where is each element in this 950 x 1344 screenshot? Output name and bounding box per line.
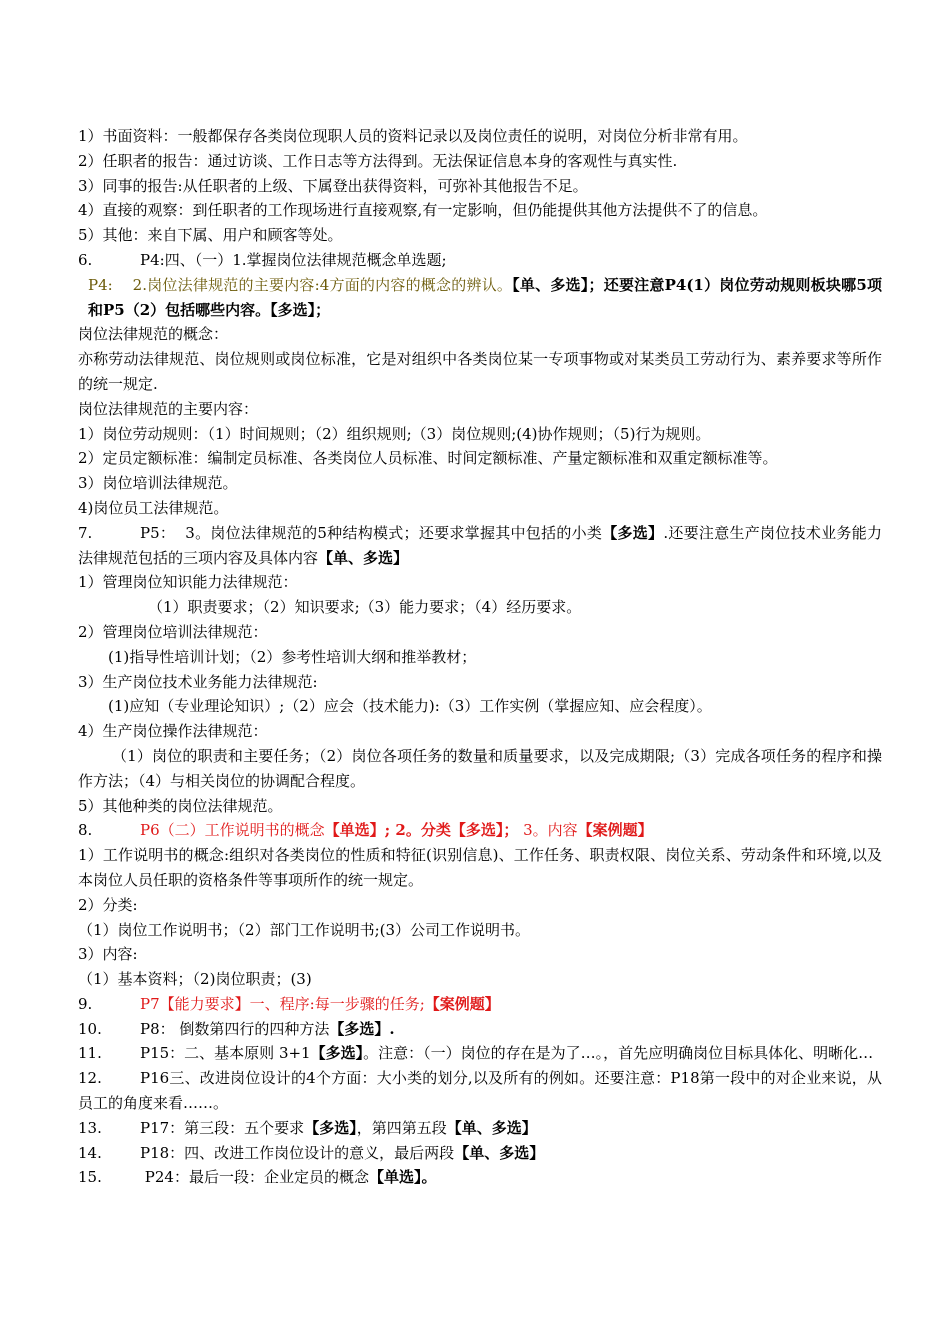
item-text: 3。岗位法律规范的5种结构模式；还要求掌握其中包括的小类 bbox=[185, 523, 603, 542]
paragraph: 5）其他：来自下属、用户和顾客等处。 bbox=[78, 226, 343, 245]
paragraph: 1）书面资料：一般都保存各类岗位现职人员的资料记录以及岗位责任的说明，对岗位分析非常有用。 bbox=[78, 127, 748, 145]
item-text: P18：四、改进工作岗位设计的意义，最后两段 bbox=[140, 1143, 455, 1162]
item-number: 10. bbox=[78, 1019, 102, 1038]
numbered-item bbox=[78, 818, 882, 843]
item-text: P4:四、（一）1.掌握岗位法律规范概念单选题; bbox=[140, 250, 447, 269]
item-number: 8. bbox=[78, 821, 93, 840]
tag-text: 【多选】 bbox=[310, 1044, 364, 1063]
page-ref: P4: bbox=[87, 275, 113, 294]
item-number: 15. bbox=[78, 1168, 102, 1187]
item-number: 12. bbox=[78, 1069, 102, 1088]
paragraph bbox=[78, 273, 882, 323]
item-text: ，第四第五段 bbox=[356, 1118, 447, 1137]
paragraph: （1）基本资料；（2)岗位职责；(3) bbox=[78, 970, 312, 989]
numbered-item bbox=[78, 248, 882, 273]
numbered-item bbox=[78, 1017, 882, 1042]
item-number: 6. bbox=[78, 250, 93, 269]
paragraph: （1）岗位工作说明书；（2）部门工作说明书;(3）公司工作说明书。 bbox=[78, 920, 531, 939]
paragraph: 2）管理岗位培训法律规范： bbox=[78, 622, 268, 641]
paragraph: （1）职责要求；（2）知识要求;（3）能力要求；（4）经历要求。 bbox=[148, 598, 582, 617]
item-number: 11. bbox=[78, 1044, 102, 1063]
paragraph: 4）直接的观察：到任职者的工作现场进行直接观察,有一定影响，但仍能提供其他方法提供不了的信息。 bbox=[78, 201, 768, 220]
tag-text: 【多选】. bbox=[329, 1019, 395, 1038]
numbered-item bbox=[78, 1116, 882, 1141]
item-number: 9. bbox=[78, 994, 93, 1013]
paragraph: 岗位法律规范的概念： bbox=[78, 325, 229, 344]
paragraph: 3）生产岗位技术业务能力法律规范: bbox=[78, 672, 318, 691]
tag-text: 【能力要求】 bbox=[159, 994, 250, 1013]
tag-text: 【单、多选】 bbox=[454, 1143, 545, 1162]
tag-text: 【多选】 bbox=[602, 523, 664, 542]
heading-text: 2.岗位法律规范的主要内容: bbox=[132, 275, 320, 294]
item-text: 3。内容 bbox=[518, 821, 578, 840]
paragraph: 1）岗位劳动规则：（1）时间规则；（2）组织规则;（3）岗位规则;(4)协作规则；（5)行为规则。 bbox=[78, 424, 711, 443]
tag-text: 【单、多选】 bbox=[446, 1118, 537, 1137]
numbered-item bbox=[78, 1066, 882, 1116]
numbered-item bbox=[78, 992, 882, 1017]
paragraph: 1）工作说明书的概念:组织对各类岗位的性质和特征(识别信息)、工作任务、职责权限、岗位关系、劳动条件和环境,以及本岗位人员任职的资格条件等事项所作的统一规定。 bbox=[78, 846, 882, 889]
paragraph: 2）任职者的报告：通过访谈、工作日志等方法得到。无法保证信息本身的客观性与真实性. bbox=[78, 151, 678, 170]
paragraph: (1)应知（专业理论知识）;（2）应会（技术能力):（3）工作实例（掌握应知、应会程度）。 bbox=[108, 697, 712, 716]
tag-text: 【单选】; 2。分类【多选】； bbox=[324, 821, 519, 840]
item-text: .还要注意生产岗位技术业务能力法律规范包括的三项内容及具体内容 bbox=[78, 523, 882, 567]
item-text: P8： 倒数第四行的四种方法 bbox=[140, 1019, 330, 1038]
paragraph: 亦称劳动法律规范、岗位规则或岗位标准，它是对组织中各类岗位某一专项事物或对某类员工劳动行为、素养要求等所作的统一规定. bbox=[78, 350, 882, 393]
numbered-item bbox=[78, 1165, 882, 1190]
paragraph: 1）管理岗位知识能力法律规范： bbox=[78, 573, 298, 592]
tag-text: 【案例题】 bbox=[424, 994, 500, 1013]
paragraph: 3）同事的报告:从任职者的上级、下属登出获得资料，可弥补其他报告不足。 bbox=[78, 176, 588, 195]
paragraph: 4)岗位员工法律规范。 bbox=[78, 498, 229, 517]
numbered-item bbox=[78, 1041, 882, 1066]
tag-text: 【案例题】 bbox=[577, 821, 653, 840]
numbered-item bbox=[78, 1141, 882, 1166]
paragraph: 3）内容: bbox=[78, 945, 138, 964]
tag-text: 【多选】 bbox=[304, 1118, 357, 1137]
paragraph: 2）分类: bbox=[78, 895, 138, 914]
item-text: P15：二、基本原则 3+1 bbox=[140, 1044, 311, 1063]
item-text: P17：第三段：五个要求 bbox=[140, 1118, 305, 1137]
paragraph: 岗位法律规范的主要内容： bbox=[78, 399, 259, 418]
item-text: P24：最后一段：企业定员的概念 bbox=[140, 1168, 369, 1187]
page-ref: P7 bbox=[140, 994, 160, 1013]
tag-text: 【单、多选】 bbox=[318, 548, 409, 567]
paragraph: （1）岗位的职责和主要任务；（2）岗位各项任务的数量和质量要求，以及完成期限;（3）完成各项任务的程序和操作方法；（4）与相关岗位的协调配合程度。 bbox=[78, 746, 882, 790]
item-text: P6（二）工作说明书的概念 bbox=[140, 821, 325, 840]
item-text: P16三、改进岗位设计的4个方面：大小类的划分,以及所有的例如。还要注意：P18第一段中的对企业来说，从员工的角度来看……。 bbox=[78, 1069, 882, 1113]
numbered-item bbox=[78, 521, 882, 571]
item-number: 13. bbox=[78, 1118, 102, 1137]
paragraph: 5）其他种类的岗位法律规范。 bbox=[78, 796, 283, 815]
item-text: 。注意：（一）岗位的存在是为了…。，首先应明确岗位目标具体化、明晰化… bbox=[363, 1044, 874, 1063]
item-number: 7. bbox=[78, 523, 93, 542]
paragraph: 4）生产岗位操作法律规范： bbox=[78, 722, 268, 741]
emphasis-text: 【单、多选】；还要注意P4(1）岗位劳动规则板块哪5项和P5（2）包括哪些内容。【多选】； bbox=[88, 275, 882, 319]
item-text: 一、程序:每一步骤的任务; bbox=[249, 994, 425, 1013]
item-number: 14. bbox=[78, 1143, 102, 1162]
tag-text: 【单选】。 bbox=[368, 1168, 437, 1187]
paragraph: 2）定员定额标准：编制定员标准、各类岗位人员标准、时间定额标准、产量定额标准和双重定额标准等。 bbox=[78, 449, 778, 468]
paragraph: (1)指导性培训计划；（2）参考性培训大纲和推举教材； bbox=[108, 647, 477, 666]
paragraph: 3）岗位培训法律规范。 bbox=[78, 474, 238, 493]
heading-text: 4方面的内容的概念的辨认。 bbox=[319, 275, 513, 294]
page-ref: P5： bbox=[140, 523, 176, 542]
